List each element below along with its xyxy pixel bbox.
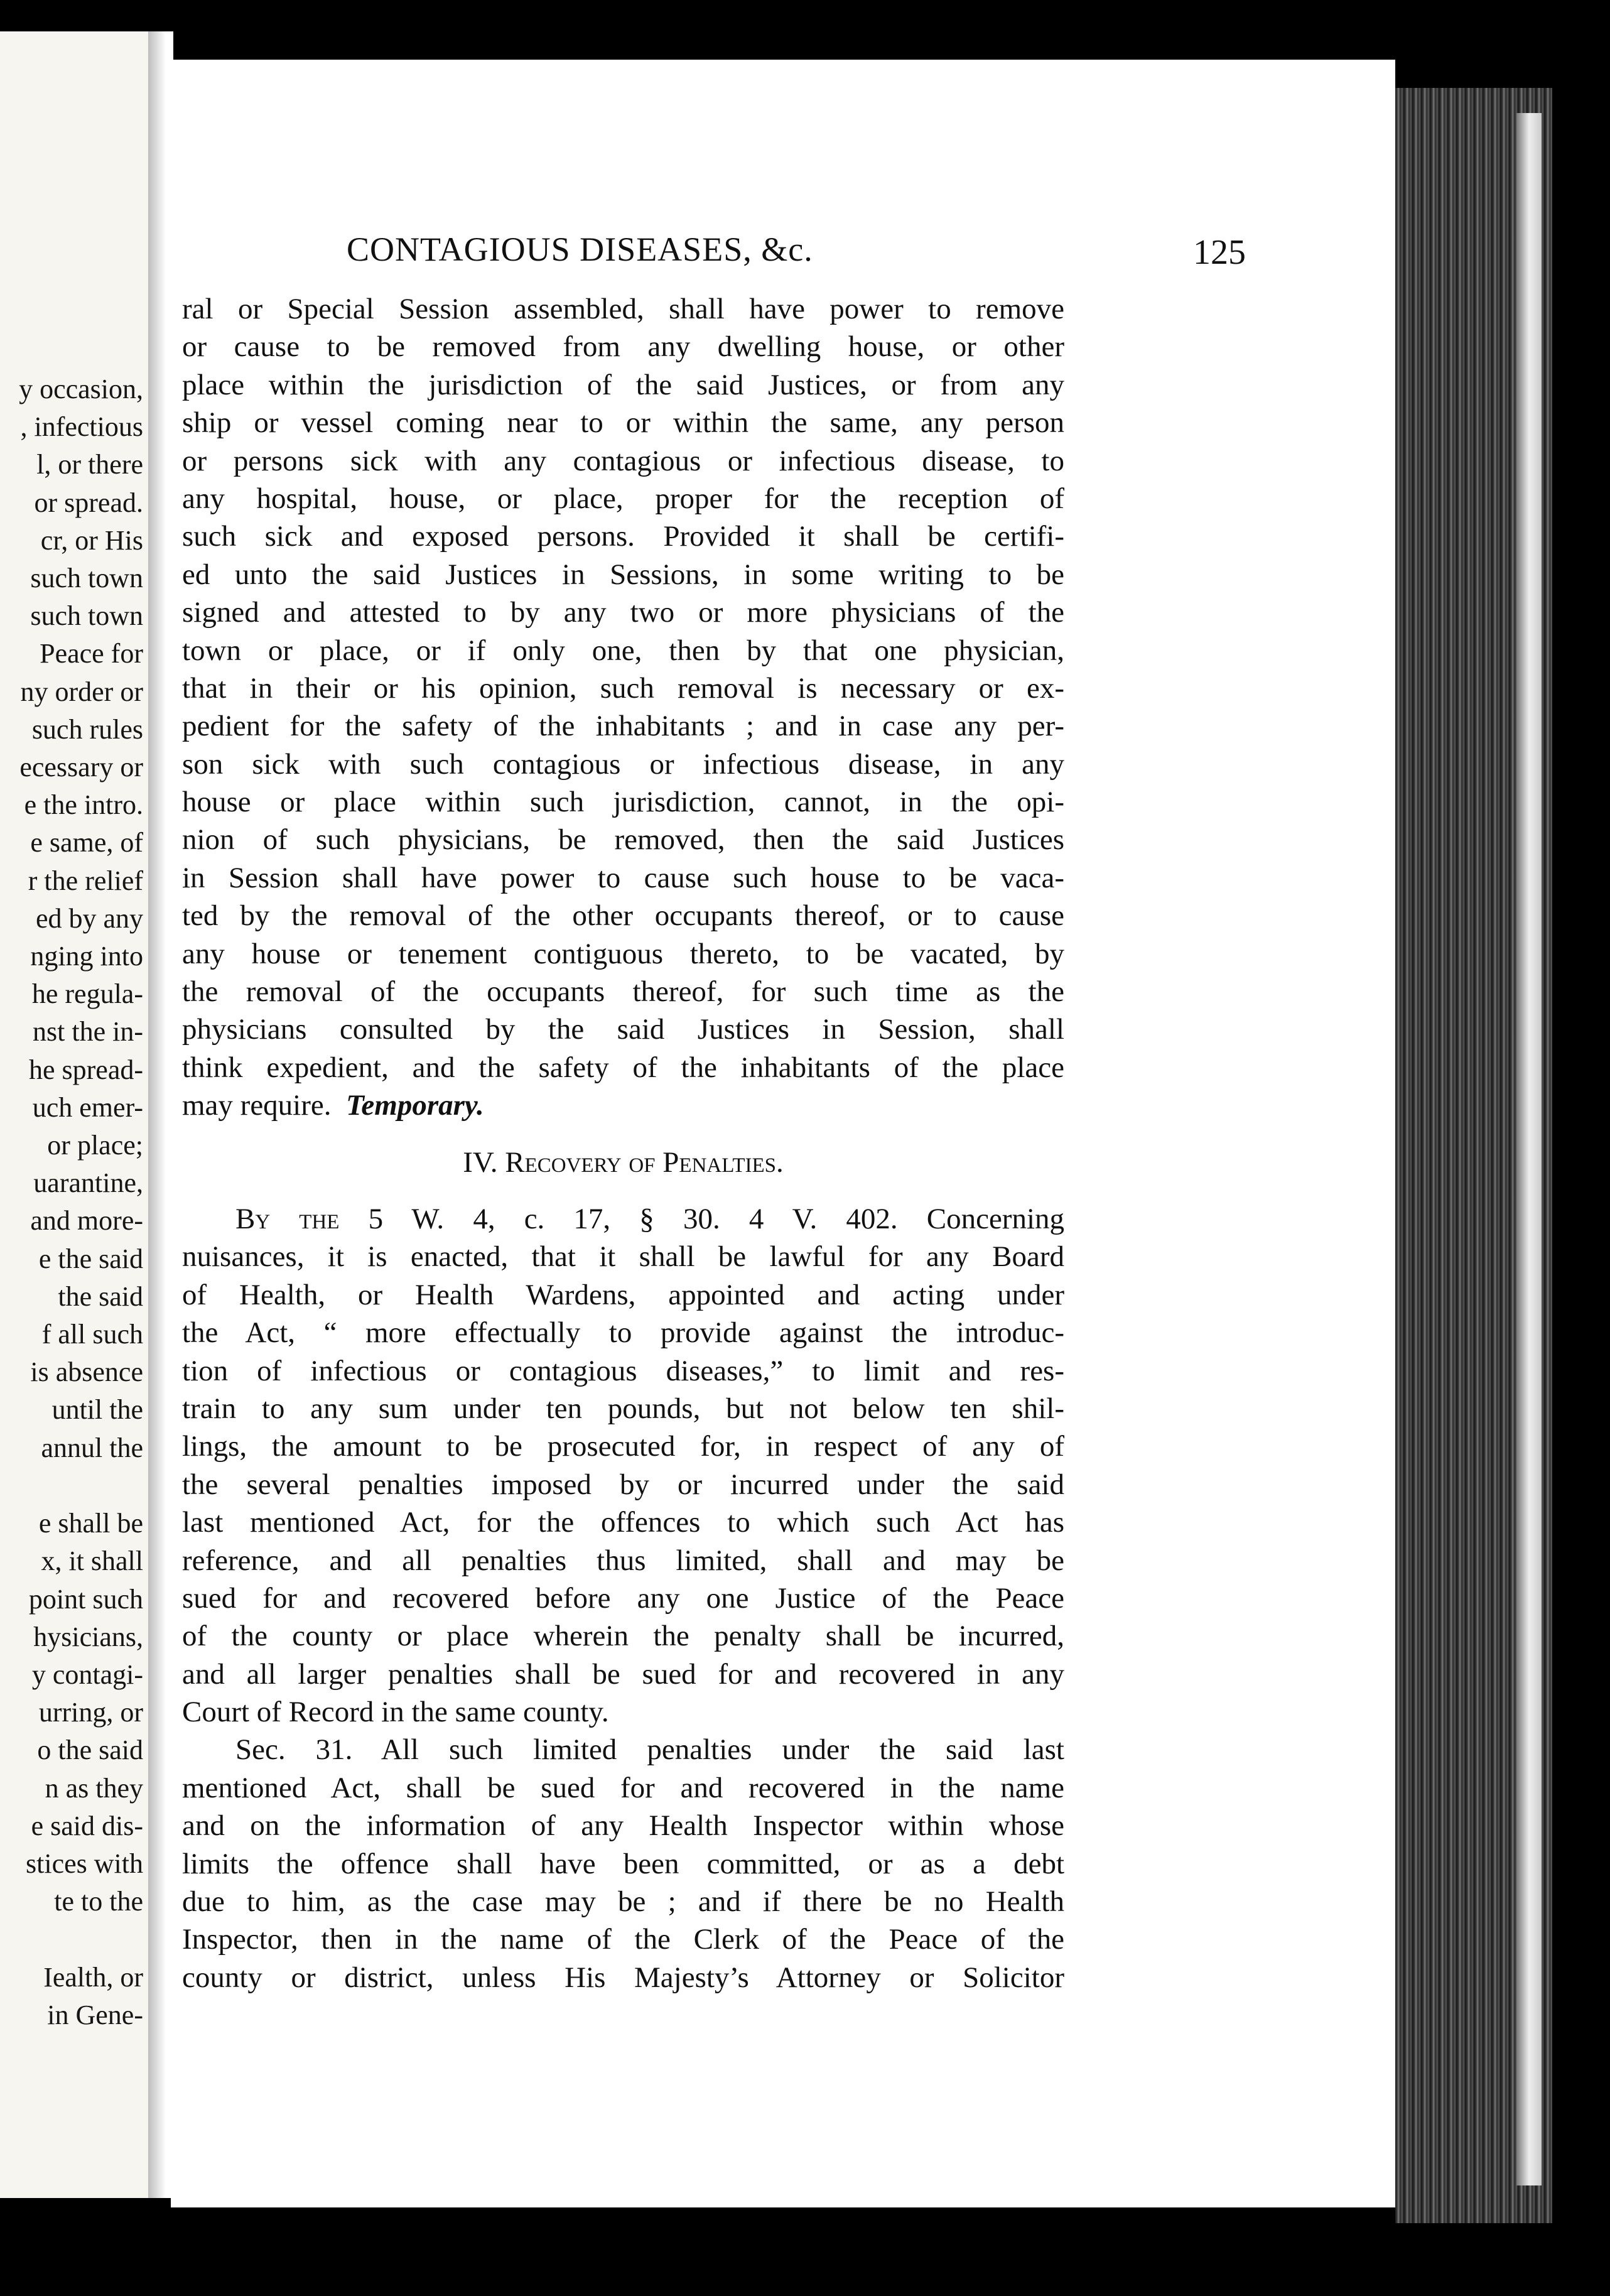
paragraph-1 (182, 290, 1064, 1086)
text-line: the Act, “ more effectually to provide against the introduc- (182, 1316, 1064, 1350)
text-line: think expedient, and the safety of the inhabitants of the place (182, 1051, 1064, 1084)
text-line: is absence (30, 1356, 143, 1388)
text-line: Sec. 31. All such limited penalties under the said last (235, 1733, 1064, 1767)
text-line: Inspector, then in the name of the Clerk of the Peace of the (182, 1923, 1064, 1956)
text-line: son sick with such contagious or infectious disease, in any (182, 747, 1064, 781)
text-line: ship or vessel coming near to or within the same, any person (182, 406, 1064, 440)
text-line: ecessary or (19, 752, 143, 783)
text-line: or place; (47, 1130, 143, 1161)
gutter-shadow (148, 31, 173, 2198)
text-line: y contagi- (31, 1659, 143, 1690)
facing-page-text (19, 371, 143, 2034)
text-line: ed by any (35, 902, 143, 934)
text-line: such sick and exposed persons. Provided it shall be certifi- (182, 520, 1064, 553)
text-line (19, 1920, 143, 1958)
text-line: such rules (31, 713, 143, 745)
text-line: e the said (38, 1243, 143, 1274)
text-line: x, it shall (41, 1546, 143, 1577)
section-heading: IV. Recovery of Penalties. (463, 1145, 784, 1179)
text-line: stices with (26, 1848, 143, 1879)
text-line: in Session shall have power to cause such house to be vaca- (182, 861, 1064, 894)
text-line: of the county or place wherein the penalty shall be incurred, (182, 1620, 1064, 1653)
page-edge-highlight (1516, 113, 1542, 2185)
text-line: y occasion, (19, 374, 143, 404)
text-line: mentioned Act, shall be sued for and recovered in the name (182, 1771, 1064, 1804)
text-line: e said dis- (31, 1810, 143, 1841)
text-line: any hospital, house, or place, proper for the reception of (182, 482, 1064, 515)
text-line: , infectious (20, 411, 143, 443)
text-line: By the 5 W. 4, c. 17, § 30. 4 V. 402. Concerning (235, 1202, 1065, 1235)
text-line: te to the (54, 1886, 143, 1917)
text-line (19, 1467, 143, 1505)
text-line: e same, of (30, 827, 143, 858)
text-line: or cause to be removed from any dwelling house, or other (182, 330, 1064, 364)
text-line: or persons sick with any contagious or infectious disease, to (182, 444, 1064, 477)
body-text (182, 290, 1064, 1996)
text-line: o the said (37, 1735, 143, 1766)
text-line: and on the information of any Health Inspector within whose (182, 1809, 1064, 1843)
temporary-note: Temporary. (346, 1089, 484, 1122)
text-line: such town (30, 563, 143, 594)
text-line: the several penalties imposed by or incurred under the said (182, 1468, 1064, 1501)
paragraph-3 (182, 1769, 1064, 1996)
text-line: ny order or (20, 676, 143, 707)
text-line: Iealth, or (43, 1961, 143, 1993)
text-line: town or place, or if only one, then by that one physician, (182, 634, 1064, 667)
text-line: Peace for (40, 638, 143, 669)
text-line: train to any sum under ten pounds, but not below ten shil- (182, 1392, 1064, 1425)
text-line: nion of such physicians, be removed, then the said Justices (182, 823, 1064, 857)
page-number: 125 (1193, 233, 1246, 272)
text-line: uch emer- (32, 1091, 143, 1123)
text-line: nging into (30, 941, 143, 972)
text-line: house or place within such jurisdiction, cannot, in the opi- (182, 786, 1064, 819)
text-line: f all such (41, 1319, 143, 1350)
text-line: ed unto the said Justices in Sessions, in some writing to be (182, 558, 1064, 591)
text-line: reference, and all penalties thus limited, shall and may be (182, 1544, 1064, 1577)
text-line: until the (51, 1394, 143, 1426)
text-line: in Gene- (47, 1999, 143, 2030)
text-line: hysicians, (33, 1621, 143, 1652)
text-line: last mentioned Act, for the offences to which such Act has (182, 1506, 1064, 1539)
text-line: such town (30, 600, 143, 632)
text-line: l, or there (36, 449, 143, 480)
text-line: county or district, unless His Majesty’s Attorney or Solicitor (182, 1961, 1064, 1994)
text-line: may require. Temporary. (182, 1089, 484, 1122)
text-line: tion of infectious or contagious diseases,” to limit and res- (182, 1354, 1064, 1387)
text-line: pedient for the safety of the inhabitants ; and in case any per- (182, 710, 1064, 743)
text-line: he regula- (31, 978, 143, 1010)
text-line: place within the jurisdiction of the said Justices, or from any (182, 368, 1064, 401)
text-line: nst the in- (33, 1016, 143, 1048)
text-line: limits the offence shall have been committed, or as a debt (182, 1847, 1064, 1880)
text-line: r the relief (28, 865, 143, 896)
text-line: or spread. (34, 487, 143, 518)
text-line: e shall be (38, 1508, 143, 1539)
text-line: that in their or his opinion, such removal is necessary or ex- (182, 671, 1064, 705)
text-line: uarantine, (33, 1167, 143, 1199)
text-line: physicians consulted by the said Justices in Session, shall (182, 1013, 1064, 1046)
text-line: cr, or His (40, 524, 143, 556)
facing-page-fragment (0, 31, 151, 2198)
text-line: lings, the amount to be prosecuted for, in respect of any of (182, 1430, 1064, 1463)
text-line: and all larger penalties shall be sued for and recovered in any (182, 1657, 1064, 1691)
text-line: signed and attested to by any two or more physicians of the (182, 596, 1064, 629)
text-line: any house or tenement contiguous thereto, to be vacated, by (182, 937, 1064, 970)
text-line: n as they (45, 1772, 143, 1804)
text-line: the said (58, 1281, 143, 1312)
text-line: Court of Record in the same county. (182, 1696, 609, 1729)
running-title: CONTAGIOUS DISEASES, &c. (347, 230, 813, 268)
text-line: due to him, as the case may be ; and if there be no Health (182, 1885, 1064, 1919)
text-line: urring, or (38, 1697, 143, 1728)
paragraph-2 (182, 1238, 1064, 1693)
text-line: he spread- (28, 1054, 143, 1085)
text-line: the removal of the occupants thereof, for such time as the (182, 975, 1064, 1009)
text-line: of Health, or Health Wardens, appointed and acting under (182, 1278, 1064, 1311)
text-line: nuisances, it is enacted, that it shall be lawful for any Board (182, 1240, 1064, 1274)
text-line: annul the (41, 1432, 143, 1463)
text-line: sued for and recovered before any one Justice of the Peace (182, 1581, 1064, 1615)
text-line: point such (28, 1583, 143, 1615)
text-line: ral or Special Session assembled, shall have power to remove (182, 293, 1064, 325)
text-line: ted by the removal of the other occupants thereof, or to cause (182, 899, 1064, 933)
text-line: e the intro. (24, 789, 143, 821)
text-line: and more- (30, 1205, 143, 1237)
